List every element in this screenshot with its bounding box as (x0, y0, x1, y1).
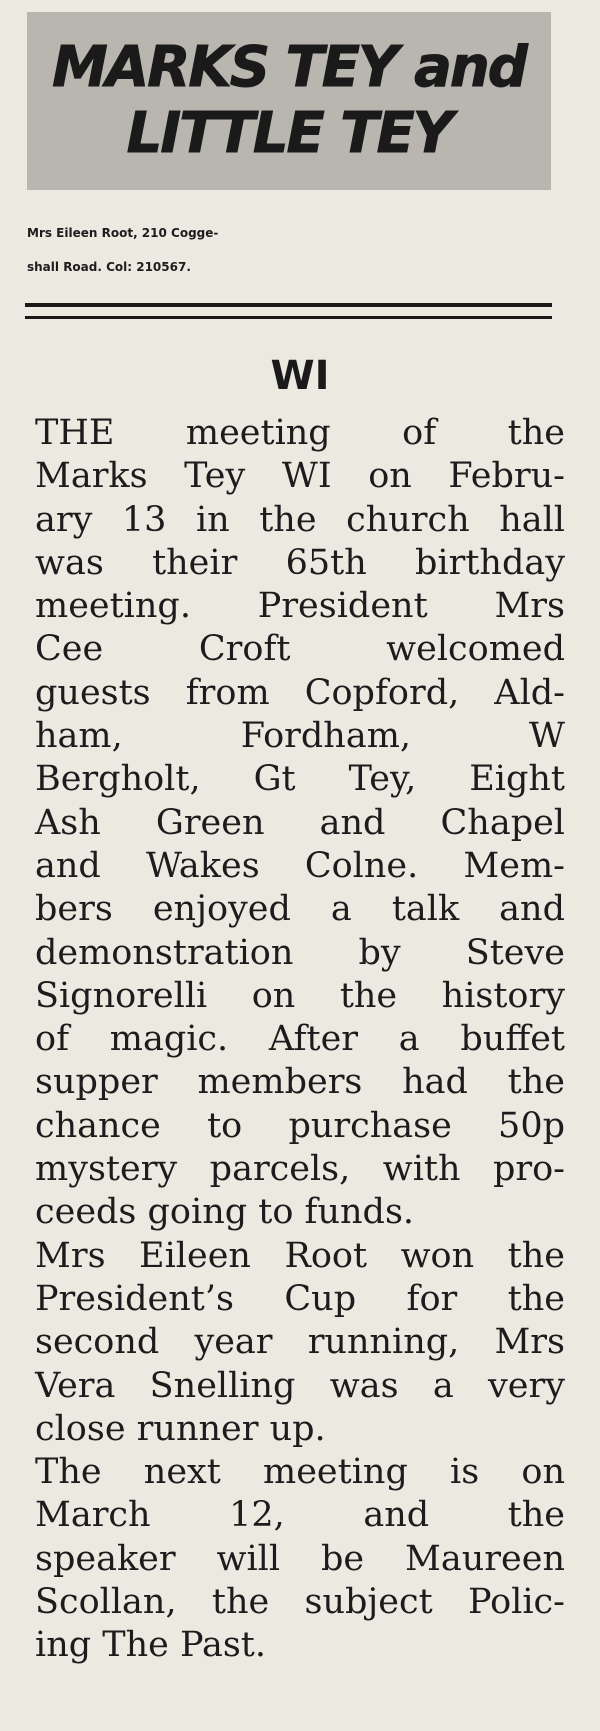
article-line: was their 65th birthday (35, 542, 565, 583)
article-line: bers enjoyed a talk and (35, 889, 565, 930)
article-line: guests from Copford, Ald- (35, 672, 565, 713)
article-line: supper members had the (35, 1062, 565, 1103)
article-line: ary 13 in the church hall (35, 499, 565, 540)
divider-rule-top (25, 303, 552, 307)
article-line: meeting. President Mrs (35, 586, 565, 627)
article-line: March 12, and the (35, 1495, 565, 1536)
article-line: Cee Croft welcomed (35, 629, 565, 670)
article-line: Marks Tey WI on Febru- (35, 456, 565, 497)
correspondent-contact (27, 216, 551, 284)
masthead-banner (27, 12, 551, 190)
section-heading: WI (270, 353, 330, 399)
article-line: ham, Fordham, W (35, 716, 565, 757)
article-body (35, 412, 565, 1668)
article-line: speaker will be Maureen (35, 1538, 565, 1579)
article-line: close runner up. (35, 1408, 326, 1449)
article-line: Vera Snelling was a very (35, 1365, 565, 1406)
article-line: Scollan, the subject Polic- (35, 1582, 565, 1623)
contact-line-1: Mrs Eileen Root, 210 Cogge- (27, 226, 219, 240)
article-line: and Wakes Colne. Mem- (35, 845, 565, 886)
divider-rule-bottom (25, 316, 552, 319)
masthead-line-2: LITTLE TEY (126, 101, 452, 166)
article-line: President’s Cup for the (35, 1278, 565, 1319)
article-line: The next meeting is on (35, 1452, 565, 1493)
article-line: Bergholt, Gt Tey, Eight (35, 759, 565, 800)
article-line: mystery parcels, with pro- (35, 1149, 565, 1190)
article-line: chance to purchase 50p (35, 1105, 565, 1146)
article-line: of magic. After a buffet (35, 1019, 565, 1060)
article-line: demonstration by Steve (35, 932, 565, 973)
article-line: ceeds going to funds. (35, 1192, 415, 1233)
article-line: Ash Green and Chapel (35, 802, 565, 843)
article-line: THE meeting of the (35, 413, 565, 453)
contact-line-2: shall Road. Col: 210567. (27, 260, 191, 274)
masthead-line-1: MARKS TEY and (52, 35, 526, 100)
article-line: ing The Past. (35, 1625, 266, 1666)
article-line: second year running, Mrs (35, 1322, 565, 1363)
article-line: Signorelli on the history (35, 975, 565, 1016)
article-line: Mrs Eileen Root won the (35, 1235, 565, 1276)
